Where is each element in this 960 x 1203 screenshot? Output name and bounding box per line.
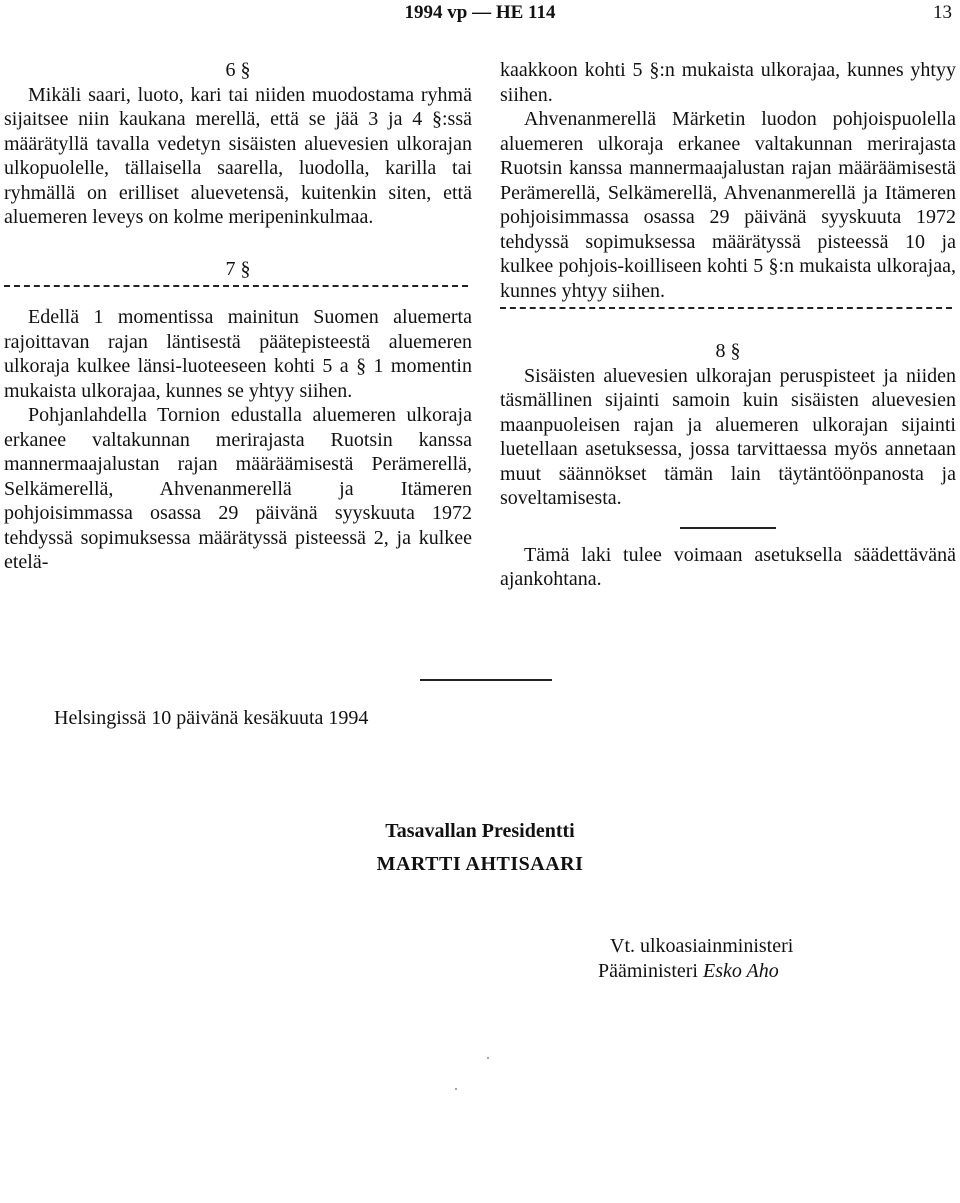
president-title: Tasavallan Presidentti	[385, 820, 575, 842]
minister-role: Pääministeri	[598, 960, 698, 982]
section-6-heading: 6 §	[225, 59, 251, 81]
section-7-heading: 7 §	[225, 257, 251, 280]
page-number: 13	[933, 2, 952, 23]
omission-dashes	[500, 307, 952, 327]
minister-title: Vt. ulkoasiainministeri	[610, 935, 794, 957]
running-head	[0, 2, 960, 32]
section-7-paragraph-2: Pohjanlahdella Tornion edustalla aluemeren ulkoraja erkanee valtakunnan merirajasta Ruotsin kanssa mannermaajalustan rajan määräämisestä Perämerellä, Selkämerellä, Ahvenanmerellä ja Itämeren pohjoisimmassa osassa 29 päivänä syyskuuta 1972 tehdyssä sopimuksessa määrätyssä pisteessä 2, ja kulkee etelä-	[4, 404, 472, 573]
minister-signature-line	[598, 960, 779, 983]
section-8-heading: 8 §	[715, 340, 741, 362]
running-title: 1994 vp — HE 114	[404, 2, 556, 23]
section-7-aland-paragraph: Ahvenanmerellä Märketin luodon pohjoispuolella aluemeren ulkoraja erkanee valtakunnan merirajasta Ruotsin kanssa mannermaajalustan rajan määräämisestä Perämerellä, Selkämerellä, Ahvenanmerellä ja Itämeren pohjoisimmassa osassa 29 päivänä syyskuuta 1972 tehdyssä sopimuksessa määrätyssä pisteessä 10 ja kulkee pohjois-koilliseen kohti 5 §:n mukaista ulkorajaa, kunnes yhtyy siihen.	[500, 108, 956, 302]
section-8-text: Sisäisten aluevesien ulkorajan peruspisteet ja niiden täsmällinen sijainti samoin kuin sisäisten aluevesien maanpuoleisen rajan ja aluemeren ulkorajan sijainti luetellaan asetuksessa, jossa tarvittaessa myös annetaan muut säännökset tämän lain täytäntöönpanosta ja soveltamisesta.	[500, 364, 956, 509]
section-7-paragraph-1: Edellä 1 momentissa mainitun Suomen aluemerta rajoittavan rajan läntisestä päätepisteestä aluemeren ulkoraja kulkee länsi-luoteeseen kohti 5 a § 1 momentin mukaista ulkorajaa, kunnes se yhtyy siihen.	[4, 306, 472, 402]
omission-dashes	[4, 285, 468, 305]
left-column	[4, 58, 472, 575]
section-7-continued: kaakkoon kohti 5 §:n mukaista ulkorajaa, kunnes yhtyy siihen.	[500, 59, 956, 106]
minister-name: Esko Aho	[702, 960, 779, 982]
president-name: MARTTI AHTISAARI	[376, 853, 584, 875]
end-of-text-rule	[420, 679, 552, 681]
place-and-date: Helsingissä 10 päivänä kesäkuuta 1994	[54, 707, 369, 729]
entry-into-force-clause: Tämä laki tulee voimaan asetuksella säädettävänä ajankohtana.	[500, 543, 956, 590]
scan-speck	[487, 1057, 489, 1059]
scan-speck	[455, 1088, 457, 1090]
right-column	[500, 58, 956, 592]
section-divider	[680, 527, 776, 529]
section-6-text: Mikäli saari, luoto, kari tai niiden muodostama ryhmä sijaitsee niin kaukana merellä, että se jää 3 ja 4 §:ssä määrätyllä tavalla vedetyn sisäisten aluevesien ulkorajan ulkopuolelle, tällaisella saarella, luodolla, karilla tai ryhmällä on erilliset aluevetensä, kuitenkin siten, että aluemeren leveys on kolme meripeninkulmaa.	[4, 83, 472, 228]
